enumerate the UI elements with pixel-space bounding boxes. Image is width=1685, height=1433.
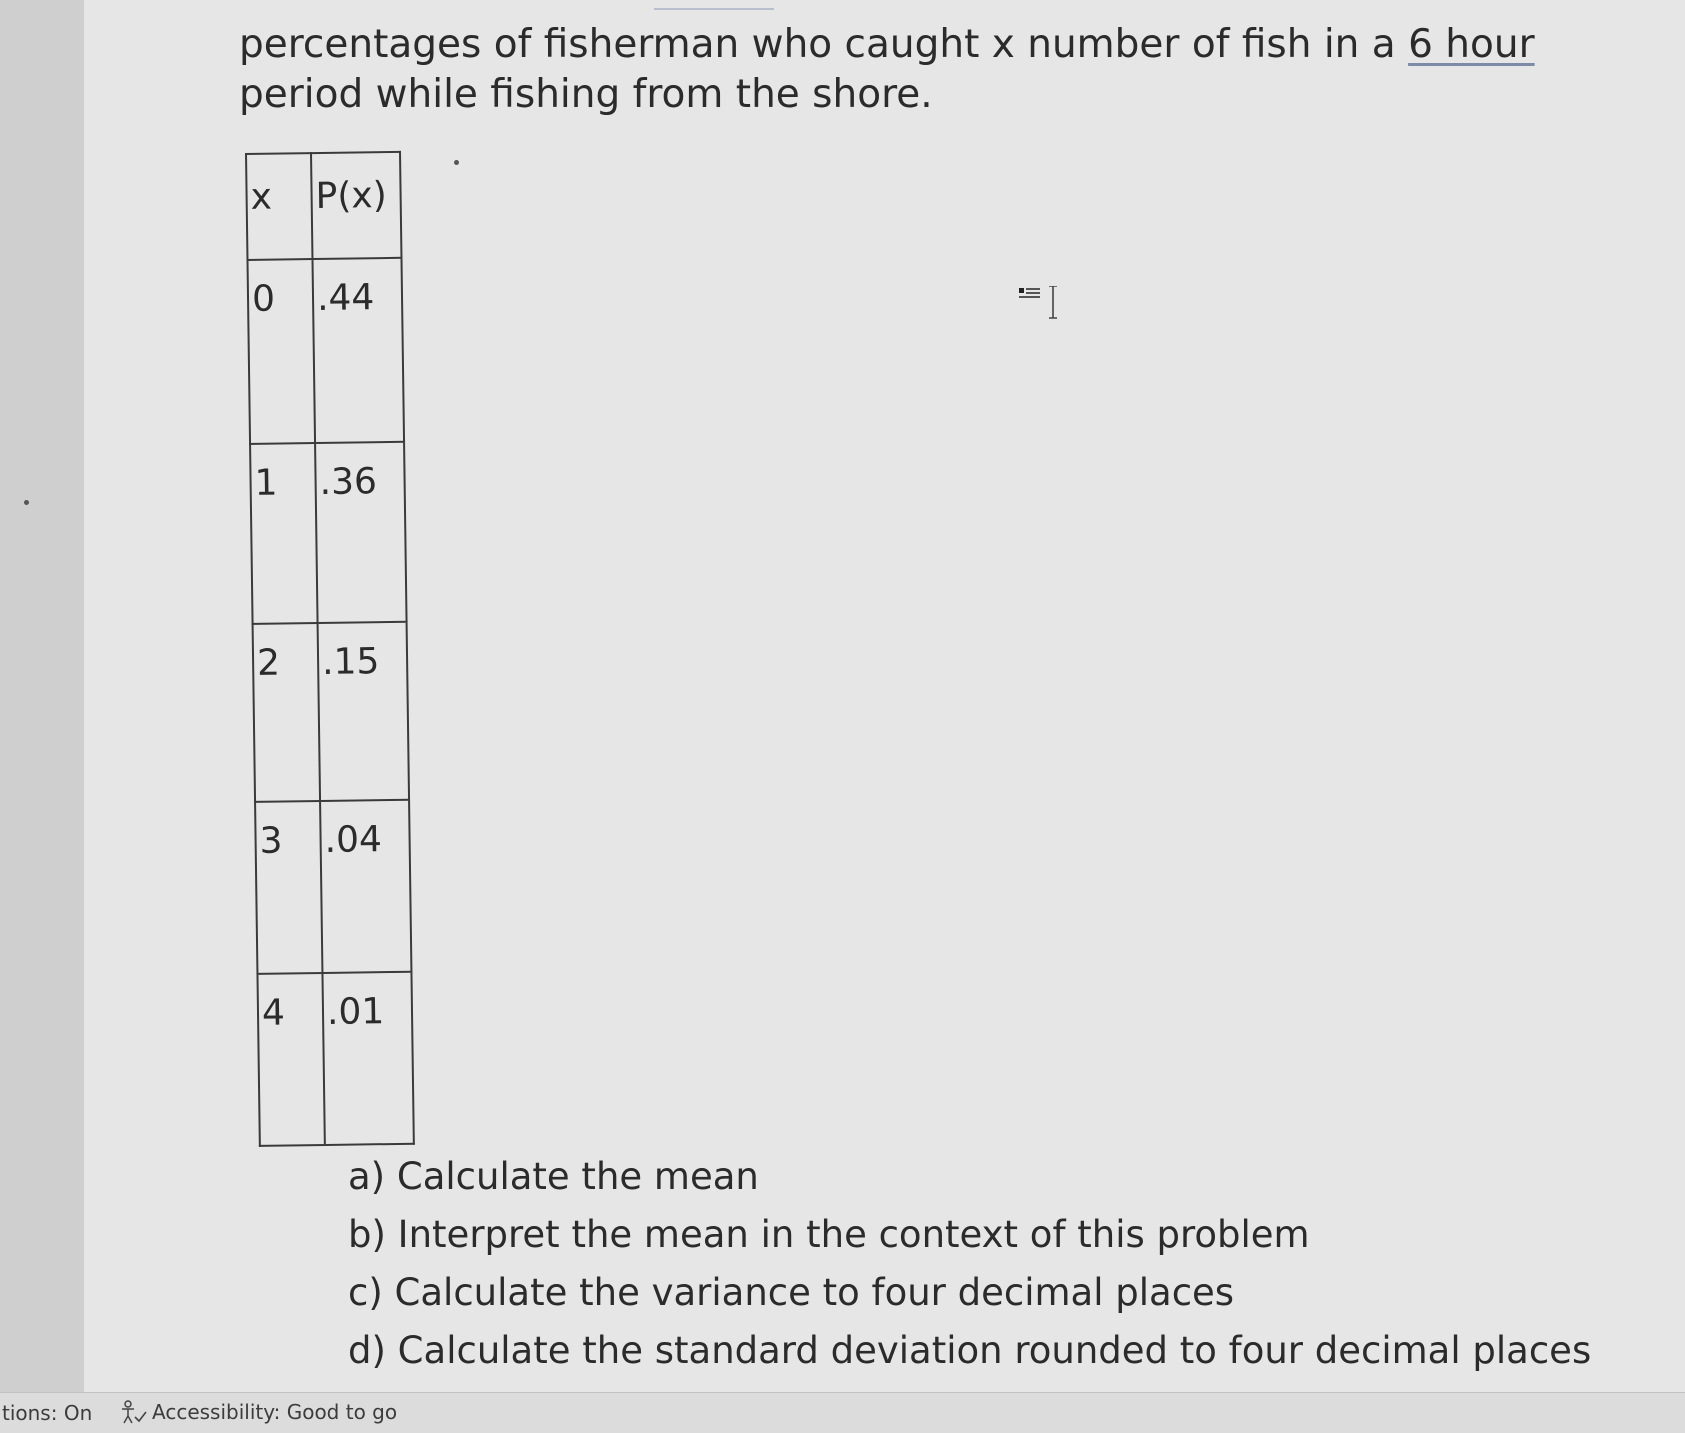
text-cursor-widget (1019, 286, 1067, 322)
cell-x[interactable]: 4 (257, 973, 324, 1146)
cell-px[interactable]: .04 (320, 800, 411, 973)
table-header-row (246, 152, 401, 260)
top-rule (654, 8, 774, 10)
ibeam-cursor-icon (1019, 286, 1067, 322)
question-d: d) Calculate the standard deviation rounded to four decimal places (348, 1329, 1592, 1372)
intro-line1-text: percentages of fisherman who caught x number of fish in a (239, 22, 1409, 67)
problem-intro (239, 20, 1539, 120)
question-c: c) Calculate the variance to four decimal places (348, 1271, 1235, 1314)
cell-px[interactable]: .36 (315, 442, 407, 623)
cell-px[interactable]: .15 (318, 622, 409, 801)
table-row (257, 972, 413, 1146)
question-a: a) Calculate the mean (348, 1155, 759, 1198)
stray-mark (454, 160, 459, 165)
table-row (247, 258, 404, 444)
accessibility-status[interactable] (118, 1399, 397, 1425)
six-hour-link[interactable]: 6 hour (1408, 22, 1535, 67)
accessibility-icon (118, 1399, 148, 1425)
cell-px[interactable]: .01 (322, 972, 413, 1145)
cell-x[interactable]: 3 (255, 801, 322, 974)
accessibility-label: Accessibility: Good to go (152, 1400, 398, 1424)
left-gutter (0, 0, 84, 1392)
header-x: x (246, 153, 312, 260)
question-list (348, 1148, 1591, 1380)
stray-mark (24, 500, 29, 505)
table-row (255, 800, 411, 974)
question-b: b) Interpret the mean in the context of this problem (348, 1213, 1310, 1256)
document-page[interactable] (84, 0, 1685, 1392)
status-bar (0, 1392, 1685, 1433)
cell-x[interactable]: 0 (247, 259, 315, 444)
header-px: P(x) (311, 152, 401, 259)
table-row (250, 442, 406, 624)
status-left-text[interactable]: tions: On (2, 1401, 93, 1425)
cell-x[interactable]: 1 (250, 443, 318, 624)
probability-table (245, 151, 415, 1147)
intro-line2-text: period while fishing from the shore. (239, 72, 933, 117)
table-row (253, 622, 409, 802)
cell-x[interactable]: 2 (253, 623, 320, 802)
cell-px[interactable]: .44 (312, 258, 404, 443)
